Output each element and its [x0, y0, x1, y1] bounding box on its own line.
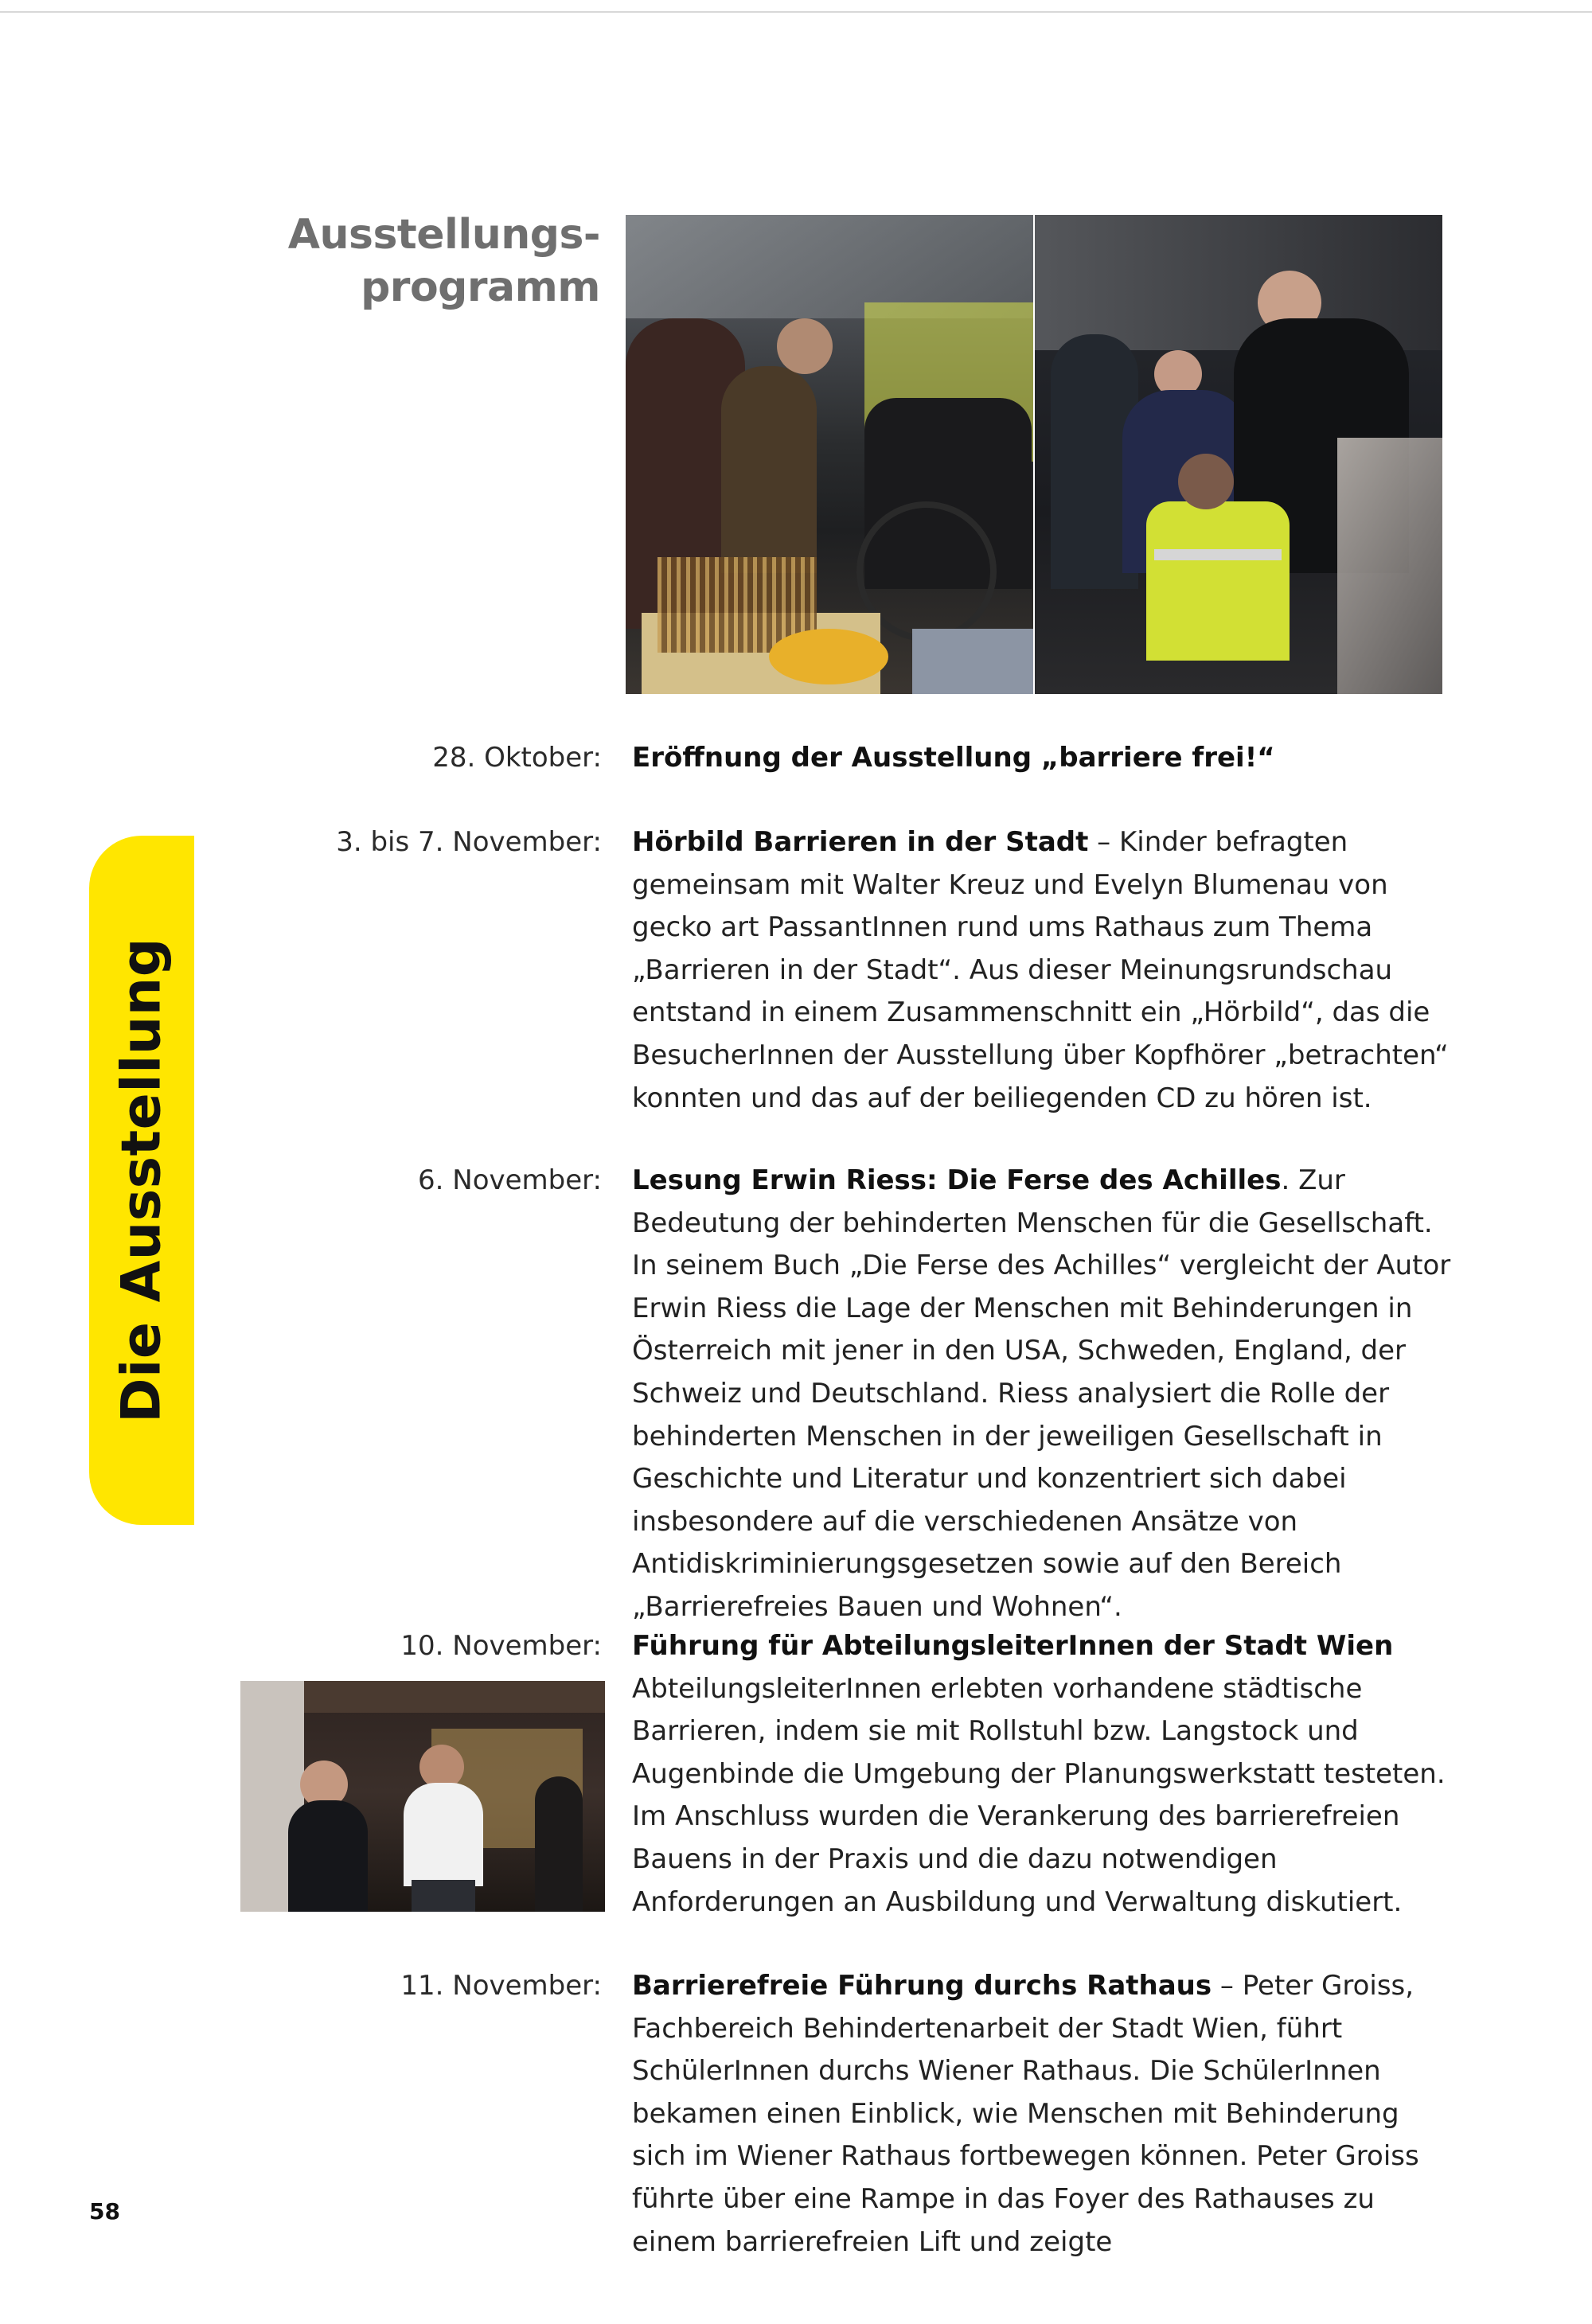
- entry-separator: .: [1281, 1164, 1299, 1196]
- entry-title: Eröffnung der Ausstellung „barriere frei!“: [632, 742, 1275, 774]
- heading-line-1: Ausstellungs-: [287, 211, 600, 259]
- entry-separator: –: [1212, 1970, 1243, 2002]
- page-heading: [263, 209, 600, 314]
- entry-description: [632, 1160, 1452, 1629]
- entry-title: Führung für AbteilungsleiterInnen der Stadt Wien: [632, 1630, 1394, 1662]
- entry-text: Peter Groiss, Fachbereich Behindertenarbeit der Stadt Wien, führt SchülerInnen durchs Wiener Rathaus. Die SchülerInnen bekamen einen Einblick, wie Menschen mit Behinderung sich im Wiener Rathaus fortbewegen können. Peter Groiss führte über eine Rampe in das Foyer des Rathauses zu einem barrierefreien Lift und zeigte: [632, 1970, 1419, 2258]
- entry-date: 6. November:: [418, 1164, 602, 1196]
- photo-opening-crowd: [626, 215, 1033, 694]
- photo-guided-tour: [240, 1681, 605, 1912]
- entry-description: [632, 821, 1452, 1120]
- entry-title: Hörbild Barrieren in der Stadt: [632, 826, 1089, 858]
- section-side-tab-label: Die Ausstellung: [110, 938, 174, 1423]
- entry-date: 10. November:: [400, 1630, 602, 1662]
- top-rule: [0, 11, 1592, 13]
- entry-date: 28. Oktober:: [432, 742, 602, 774]
- entry-text: Zur Bedeutung der behinderten Menschen für die Gesellschaft. In seinem Buch „Die Ferse des Achilles“ vergleicht der Autor Erwin Riess die Lage der Menschen mit Behinderungen in Österreich mit jener in den USA, Schweden, England, der Schweiz und Deutschland. Riess analysiert die Rolle der behinderten Menschen in der jeweiligen Gesellschaft in Geschichte und Literatur und konzentriert sich dabei insbesondere auf die verschiedenen Ansätze von Antidiskriminierungsgesetzen sowie auf den Bereich „Barrierefreies Bauen und Wohnen“.: [632, 1164, 1451, 1623]
- entry-text: Kinder befragten gemeinsam mit Walter Kreuz und Evelyn Blumenau von gecko art PassantInnen rund ums Rathaus zum Thema „Barrieren in der Stadt“. Aus dieser Meinungsrundschau entstand in einem Zusammenschnitt ein „Hörbild“, das die BesucherInnen der Ausstellung über Kopfhörer „betrachten“ konnten und das auf der beiliegenden CD zu hören ist.: [632, 826, 1449, 1114]
- entry-date: 11. November:: [400, 1970, 602, 2002]
- entry-title: Lesung Erwin Riess: Die Ferse des Achilles: [632, 1164, 1282, 1196]
- entry-text: AbteilungsleiterInnen erlebten vorhandene städtische Barrieren, indem sie mit Rollstuhl bzw. Langstock und Augenbinde die Umgebung der Planungswerkstatt testeten. Im Anschluss wurden die Verankerung des barrierefreien Bauens in der Praxis und die dazu notwendigen Anforderungen an Ausbildung und Verwaltung diskutiert.: [632, 1672, 1446, 1918]
- page-number: 58: [89, 2198, 120, 2225]
- entry-description: [632, 1965, 1452, 2264]
- entry-separator: –: [1088, 826, 1119, 858]
- photo-opening-visitors: [1035, 215, 1442, 694]
- entry-title: Barrierefreie Führung durchs Rathaus: [632, 1970, 1212, 2002]
- entry-description: [632, 737, 1452, 780]
- entry-description: [632, 1625, 1452, 1924]
- heading-line-2: programm: [361, 263, 600, 311]
- entry-date: 3. bis 7. November:: [336, 826, 602, 858]
